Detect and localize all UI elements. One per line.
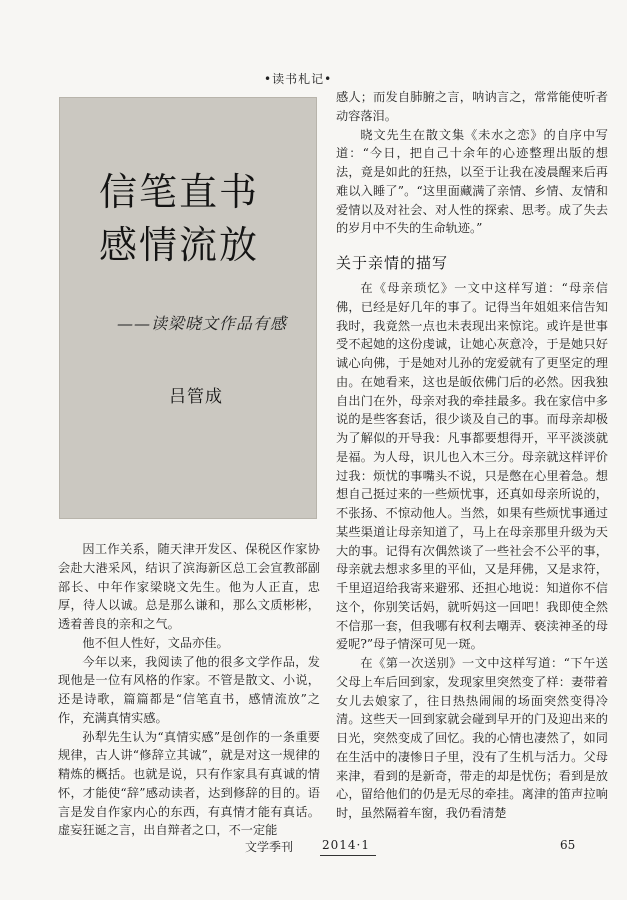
paragraph: 他不但人性好，文品亦佳。: [82, 635, 229, 650]
issue-underline: [320, 855, 376, 856]
paragraph: 感人；而发自肺腑之言，呐讷言之，常常能使听者动容落泪。: [336, 90, 608, 123]
subtitle: ——读梁晓文作品有感: [117, 314, 288, 333]
paragraph: 晓文先生在散文集《未水之恋》的自序中写道：“今日，把自己十余年的心迹整理出版的想法，竟是如此的狂热，以至于让我在凌晨醒来后再难以入睡了”。“这里面藏满了亲情、乡情、友情和爱情以及对社会、对人性的探索、思考。成了失去的岁月中不失的生命轨迹。”: [336, 127, 608, 236]
journal-name: 文学季刊: [245, 840, 294, 854]
title-box: [59, 97, 317, 519]
right-column: [336, 88, 608, 823]
title-line-2: 感情流放: [99, 223, 260, 267]
paragraph: 因工作关系，随天津开发区、保税区作家协会赴大港采风，结识了滨海新区总工会宣教部副部长、中年作家梁晓文先生。他为人正直，忠厚，待人以诚。总是那么谦和，那么文质彬彬，透着善良的亲和之气。: [58, 542, 320, 631]
paragraph: 孙犁先生认为“真情实感”是创作的一条重要规律，古人讲“修辞立其诚”，就是对这一规律的精炼的概括。也就是说，只有作家具有真诚的情怀，才能使“辞”感动读者，达到修辞的目的。语言是发自作家内心的东西，有真情才能有真话。虚妄狂诞之言，出自辩者之口，不一定能: [58, 729, 320, 838]
issue-number: 2014·1: [322, 838, 370, 852]
paragraph: 在《第一次送别》一文中这样写道：“下午送父母上车后回到家，发现家里突然变了样：妻带着女儿去娘家了，往日热热闹闹的场面突然变得冷清。这些天一回到家就会碰到早开的门及迎出来的日光，突然变成了回忆。我的心情也凄然了，如同在生活中的凄惨日子里，没有了生机与活力。父母来津，看到的是新奇，带走的却是忧伤；看到是放心，留给他们的仍是无尽的牵挂。离津的笛声拉响时，虽然隔着车窗，我仍看清楚: [336, 656, 608, 820]
author-name: 吕管成: [169, 387, 223, 407]
paragraph: 在《母亲琐忆》一文中这样写道：“母亲信佛，已经是好几年的事了。记得当年姐姐来信告知我时，我竟然一点也未表现出来惊诧。或许是世事受不起她的这份虔诚，让她心灰意冷，于是她只好诚心向佛，于是她对儿孙的宠爱就有了更坚定的理由。在她看来，这也是皈依佛门后的必然。因我独自出门在外，母亲对我的牵挂最多。我在家信中多说的是些客套话，很少谈及自己的事。而母亲却极为了解似的开导我：凡事都要想得开，平平淡淡就是福。为人母，识儿也入木三分。母亲就这样评价过我：烦忧的事嘴头不说，只是憋在心里着急。想想自己挺过来的一些烦忧事，还真如母亲所说的，不张扬、不惊动他人。当然，如果有些烦忧事通过某些渠道让母亲知道了，马上在母亲那里升级为天大的事。记得有次偶然谈了一些社会不公平的事，母亲就去想求多里的平仙，又是拜佛，又是求符，千里迢迢给我寄来避邪、还担心地说：知道你不信这个，你别笑话妈，就听妈这一回吧！我即使全然不信那一套，但我哪有权利去嘲弄、亵渎神圣的母爱呢?”母子情深可见一斑。: [336, 281, 608, 652]
section-tag: •读书札记•: [264, 72, 333, 86]
paragraph: 今年以来，我阅读了他的很多文学作品，发现他是一位有风格的作家。不管是散文、小说，还是诗歌，篇篇都是“信笔直书，感情流放”之作，充满真情实感。: [58, 654, 320, 725]
title-line-1: 信笔直书: [99, 170, 260, 214]
left-column: [58, 540, 320, 840]
section-heading: 关于亲情的描写: [336, 254, 449, 272]
page-number: 65: [560, 838, 576, 852]
